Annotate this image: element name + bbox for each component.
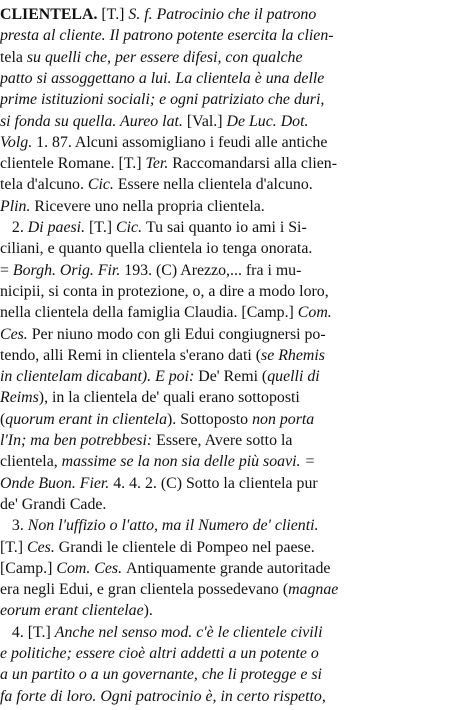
italic-text: Plin.	[0, 197, 35, 215]
roman-text: era negli Edui, e gran clientela possedevano (	[0, 581, 289, 599]
roman-text: ).	[143, 602, 153, 620]
italic-text: Cic.	[116, 219, 147, 236]
italic-text: prime istituzioni sociali; e ogni patriziato che duri,	[0, 91, 325, 109]
italic-text: presta al cliente. Il patrono potente esercita la clien-	[0, 27, 334, 45]
roman-text: [T.]	[89, 219, 117, 236]
italic-text: Ces.	[27, 538, 59, 556]
italic-text: Volg.	[0, 133, 37, 151]
italic-text: si fonda su quella. Aureo lat.	[0, 112, 187, 130]
roman-text: ), in la clientela de' quali erano sottoposti	[38, 389, 300, 407]
italic-text: Ces.	[0, 325, 32, 343]
roman-text: 1. 87. Alcuni assomigliano i feudi alle antiche	[36, 133, 328, 151]
headword: CLIENTELA.	[0, 6, 98, 23]
roman-text: Essere, Avere sotto la	[156, 432, 293, 449]
roman-text: de' Grandi Cade.	[0, 495, 107, 513]
italic-text: Onde Buon. Fier.	[0, 474, 114, 492]
roman-text: Essere nella clientela d'alcuno.	[117, 176, 313, 194]
roman-text: tela d'alcuno.	[0, 176, 88, 194]
italic-text: in clientelam dicabant). E poi:	[0, 368, 199, 386]
roman-text: Per niuno modo con gli Edui congiugnersi po-	[31, 325, 326, 343]
roman-text: 193. (C) Arezzo,... fra i mu-	[124, 261, 302, 279]
roman-text: Grandi le clientele di Pompeo nel paese.	[58, 538, 315, 556]
italic-text: De Luc. Dot.	[226, 112, 309, 130]
italic-text: se Rhemis	[261, 346, 325, 364]
italic-text: quorum erant in clientela	[5, 410, 168, 428]
italic-text: l'In; ma ben potrebbesi:	[0, 432, 157, 449]
roman-text: 4. 4. 2. (C) Sotto la clientela pur	[113, 474, 318, 492]
italic-text: Di paesi.	[27, 219, 90, 236]
roman-text: clientele Romane. [T.]	[0, 155, 146, 173]
roman-text: (	[0, 410, 6, 428]
italic-text: non porta	[252, 410, 315, 428]
roman-text: nella clientela della famiglia Claudia. [Camp.]	[0, 304, 298, 322]
roman-text: clientela,	[0, 453, 62, 471]
italic-text: Cic.	[87, 176, 118, 194]
italic-text: Ter.	[145, 155, 173, 173]
italic-text: patto si assoggettano a lui. La clientela è una delle	[0, 69, 325, 87]
roman-text: tendo, alli Remi in clientela s'erano dati (	[0, 346, 262, 364]
roman-text: tela	[0, 48, 27, 66]
italic-text: Borgh. Orig. Fir.	[12, 261, 125, 279]
roman-text: =	[0, 261, 13, 279]
italic-text: Com. Ces.	[56, 559, 127, 577]
italic-text: massime se la non sia delle più soavi. =	[61, 453, 316, 471]
roman-text: Raccomandarsi alla clien-	[172, 155, 338, 173]
roman-text: ciliani, e quanto quella clientela io tenga onorata.	[0, 240, 313, 258]
italic-text: fa forte di loro. Ogni patrocinio è, in certo rispetto,	[0, 687, 326, 705]
roman-text: Antiquamente grande autoritade	[126, 559, 331, 577]
roman-text: [T.]	[0, 538, 28, 556]
roman-text: De' Remi (	[198, 368, 268, 386]
roman-text: [Val.]	[186, 112, 227, 130]
italic-text: su quelli che, per essere difesi, con qualche	[26, 48, 303, 66]
roman-text: Tu sai quanto io ami i Si-	[146, 219, 307, 236]
italic-text: Com.	[297, 304, 332, 322]
italic-text: Reims	[0, 389, 39, 407]
roman-text: [T.]	[97, 6, 129, 23]
italic-text: a un partito o a un governante, che li protegge e si	[0, 666, 322, 684]
roman-text: 4. [T.]	[0, 623, 55, 641]
italic-text: eorum erant clientelae	[0, 602, 144, 620]
italic-text: Non l'uffizio o l'atto, ma il Numero de' clienti.	[27, 517, 319, 535]
roman-text: ). Sottoposto	[167, 410, 253, 428]
italic-text: e politiche; essere cioè altri addetti a un potente o	[0, 645, 319, 662]
roman-text: 3.	[0, 517, 28, 535]
italic-text: Anche nel senso mod. c'è le clientele civili	[54, 623, 323, 641]
roman-text: nicipii, si conta in protezione, o, a dire a modo loro,	[0, 282, 329, 300]
italic-text: quelli di	[267, 368, 320, 386]
italic-text: S. f. Patrocinio che il patrono	[128, 6, 317, 23]
italic-text: magnae	[288, 581, 339, 599]
roman-text: [Camp.]	[0, 559, 57, 577]
roman-text: 2.	[0, 219, 28, 236]
roman-text: Ricevere uno nella propria clientela.	[34, 197, 265, 215]
